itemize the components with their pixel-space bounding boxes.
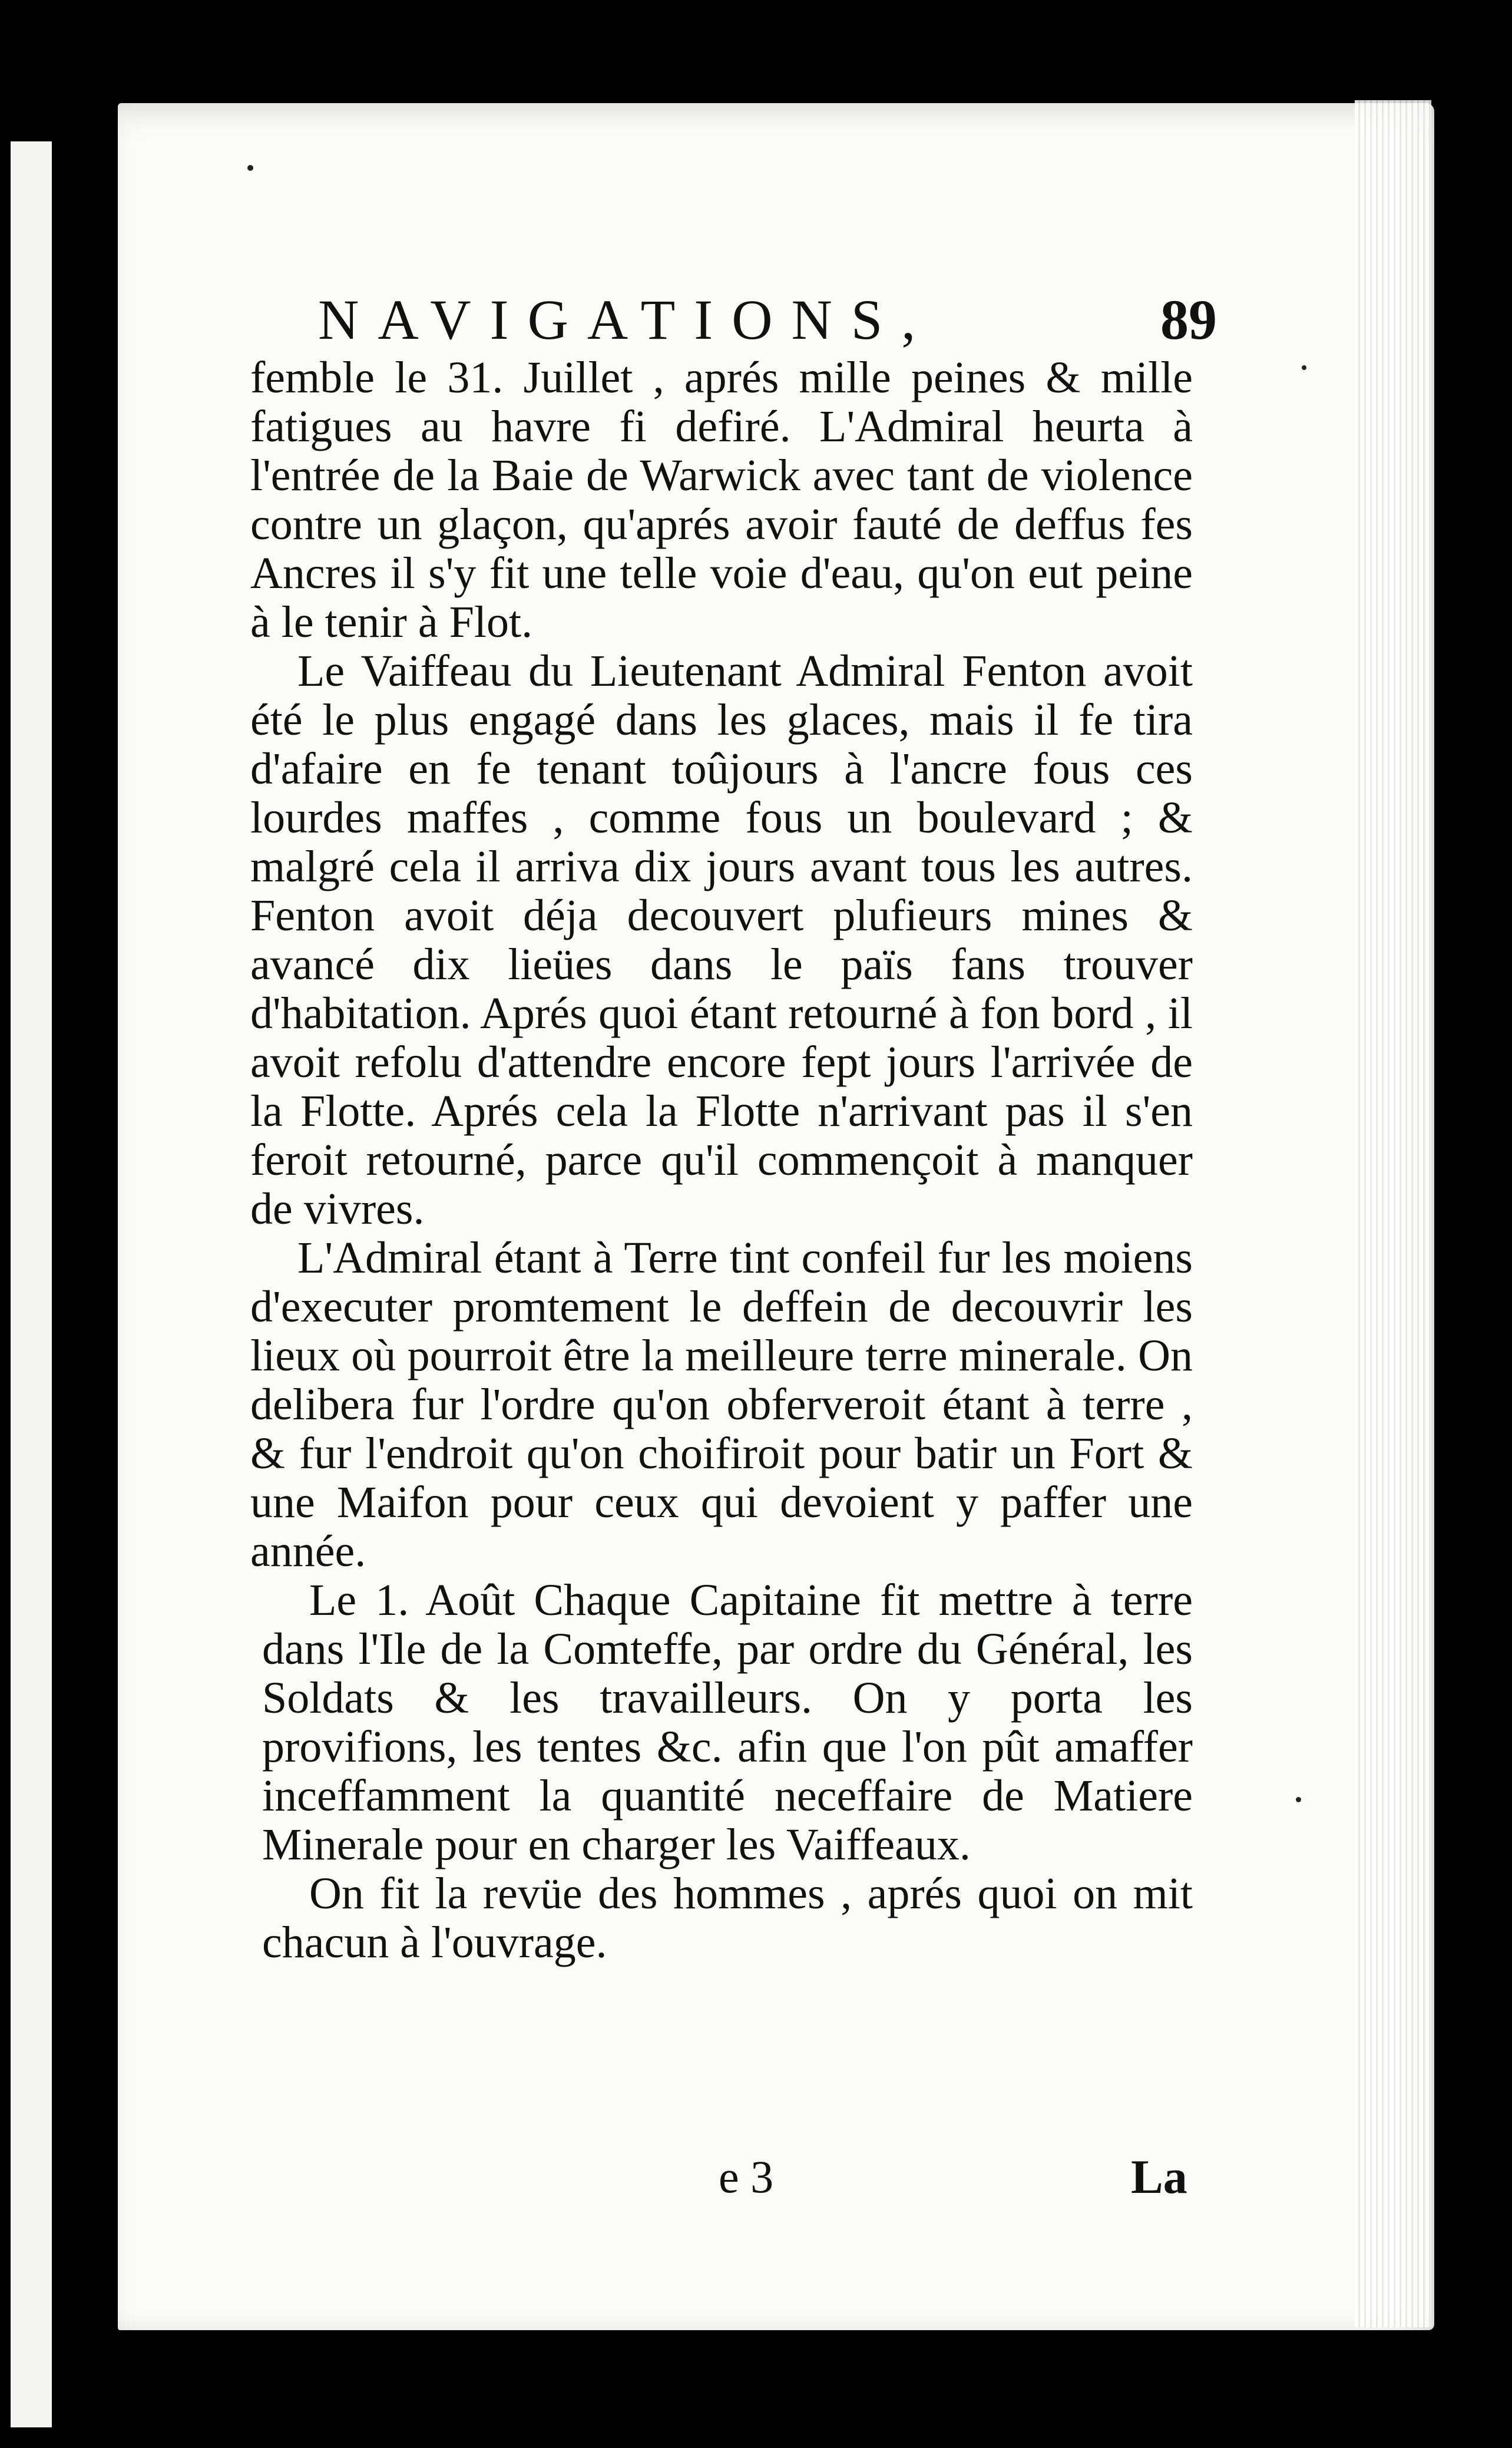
signature-mark: e 3	[719, 2151, 774, 2202]
adjacent-page-edge	[11, 141, 52, 2427]
running-title: NAVIGATIONS,	[318, 288, 935, 351]
page-fore-edge	[1355, 100, 1431, 2327]
paragraph-1: femble le 31. Juillet , aprés mille peines & mille fatigues au havre fi defiré. L'Admiral heurta à l'entrée de la Baie de Warwick avec tant de violence contre un glaçon, qu'aprés avoir fauté de deffus fes Ancres il s'y fit une telle voie d'eau, qu'on eut peine à le tenir à Flot.	[250, 353, 1193, 647]
page-header	[318, 282, 1231, 358]
catchword: La	[1131, 2150, 1187, 2203]
paragraph-5: On fit la revüe des hommes , aprés quoi on mit chacun à l'ouvrage.	[262, 1869, 1193, 1967]
page-number: 89	[1160, 288, 1217, 351]
ink-speck	[1296, 1797, 1301, 1802]
paragraph-4: Le 1. Août Chaque Capitaine fit mettre à terre dans l'Ile de la Comteffe, par ordre du Général, les Soldats & les travailleurs. On y porta les provifions, les tentes &c. afin que l'on pût amaffer inceffamment la quantité neceffaire de Matiere Minerale pour en charger les Vaiffeaux.	[262, 1575, 1193, 1869]
paragraph-2: Le Vaiffeau du Lieutenant Admiral Fenton avoit été le plus engagé dans les glaces, mais il fe tira d'afaire en fe tenant toûjours à l'ancre fous ces lourdes maffes , comme fous un boulevard ; & malgré cela il arriva dix jours avant tous les autres. Fenton avoit déja decouvert plufieurs mines & avancé dix lieües dans le païs fans trouver d'habitation. Aprés quoi étant retourné à fon bord , il avoit refolu d'attendre encore fept jours l'arrivée de la Flotte. Aprés cela la Flotte n'arrivant pas il s'en feroit retourné, parce qu'il commençoit à manquer de vivres.	[250, 646, 1193, 1234]
ink-speck	[247, 165, 253, 171]
paragraph-3: L'Admiral étant à Terre tint confeil fur les moiens d'executer promtement le deffein de decouvrir les lieux où pourroit être la meilleure terre minerale. On delibera fur l'ordre qu'on obferveroit étant à terre , & fur l'endroit qu'on choifiroit pour batir un Fort & une Maifon pour ceux qui devoient y paffer une année.	[250, 1233, 1193, 1576]
body-text	[250, 354, 1193, 1967]
ink-speck	[1302, 365, 1306, 370]
page-footer	[719, 2145, 1219, 2209]
